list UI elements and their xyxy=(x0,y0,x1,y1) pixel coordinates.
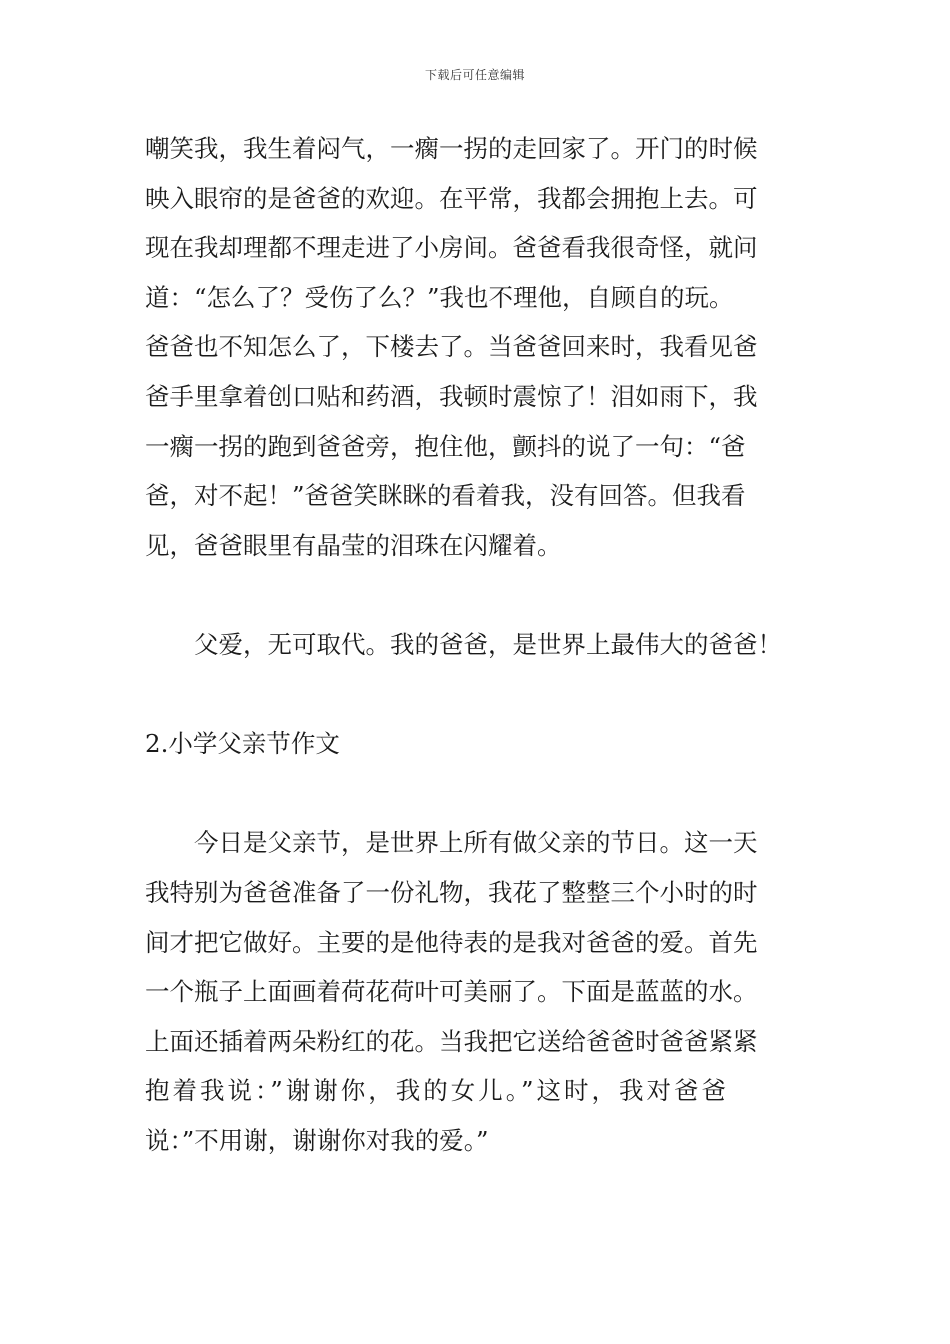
text-line: 映入眼帘的是爸爸的欢迎。在平常，我都会拥抱上去。可 xyxy=(145,183,758,213)
text-line: 抱着我说：”谢谢你，我的女儿。”这时，我对爸爸 xyxy=(145,1076,730,1106)
paragraph-spacer xyxy=(145,769,807,819)
section-title: 2.小学父亲节作文 xyxy=(145,729,340,759)
document-body xyxy=(145,124,807,1165)
text-line: 道：“怎么了？受伤了么？”我也不理他，自顾自的玩。 xyxy=(145,282,734,312)
text-line: 上面还插着两朵粉红的花。当我把它送给爸爸时爸爸紧紧 xyxy=(145,1026,758,1056)
text-line: 我特别为爸爸准备了一份礼物，我花了整整三个小时的时 xyxy=(145,877,758,907)
paragraph-conclusion: 父爱，无可取代。我的爸爸，是世界上最伟大的爸爸！ xyxy=(194,629,782,659)
text-line: 现在我却理都不理走进了小房间。爸爸看我很奇怪，就问 xyxy=(145,233,758,263)
paragraph-spacer xyxy=(145,570,807,620)
text-line: 爸手里拿着创口贴和药酒，我顿时震惊了！泪如雨下，我 xyxy=(145,381,758,411)
page-header-note: 下载后可任意编辑 xyxy=(424,68,525,82)
text-line: 说：”不用谢，谢谢你对我的爱。” xyxy=(145,1125,489,1155)
text-line: 一个瓶子上面画着荷花荷叶可美丽了。下面是蓝蓝的水。 xyxy=(145,977,758,1007)
text-line: 一瘸一拐的跑到爸爸旁，抱住他，颤抖的说了一句：“爸 xyxy=(145,431,746,461)
text-line: 间才把它做好。主要的是他待表的是我对爸爸的爱。首先 xyxy=(145,927,758,957)
paragraph-story-ending xyxy=(145,124,807,570)
paragraph-fathers-day-essay xyxy=(145,818,807,1165)
paragraph-spacer xyxy=(145,670,807,720)
text-line: 嘲笑我，我生着闷气，一瘸一拐的走回家了。开门的时候 xyxy=(145,134,758,163)
text-line: 见，爸爸眼里有晶莹的泪珠在闪耀着。 xyxy=(145,530,562,560)
text-line: 爸爸也不知怎么了，下楼去了。当爸爸回来时，我看见爸 xyxy=(145,332,758,362)
text-line: 今日是父亲节，是世界上所有做父亲的节日。这一天 xyxy=(194,828,758,858)
text-line: 爸，对不起！”爸爸笑眯眯的看着我，没有回答。但我看 xyxy=(145,481,746,511)
